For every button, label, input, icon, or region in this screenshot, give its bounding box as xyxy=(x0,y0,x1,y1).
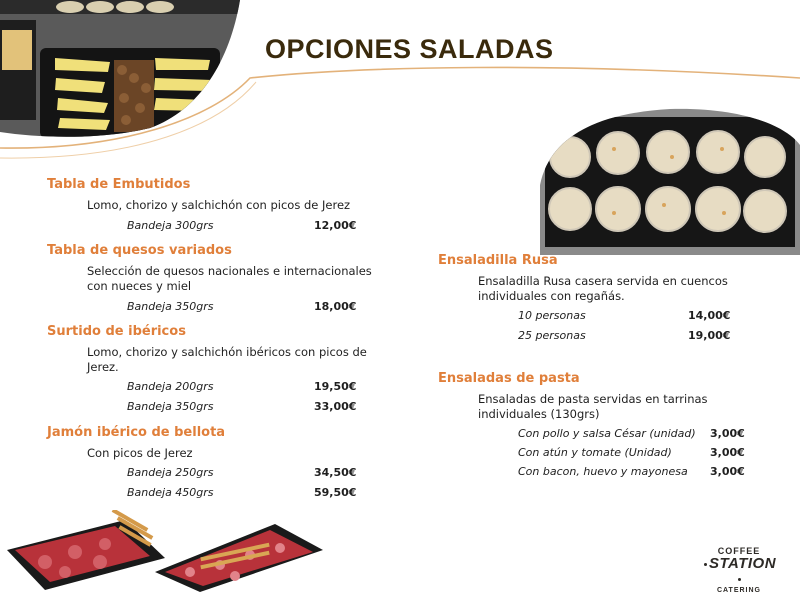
logo-line-station xyxy=(700,556,778,586)
section-description: Ensaladas de pasta servidas en tarrinas individuales (130grs) xyxy=(478,392,708,421)
price-label: Con bacon, huevo y mayonesa xyxy=(518,465,688,478)
section-heading: Jamón ibérico de bellota xyxy=(47,425,226,440)
price-row xyxy=(438,446,783,465)
section-ensaladilla-rusa xyxy=(438,253,778,349)
ensaladilla-cups-photo xyxy=(540,105,800,255)
page-title: OPCIONES SALADAS xyxy=(265,34,554,64)
price-row xyxy=(47,466,377,486)
price-row xyxy=(47,300,377,320)
price-value: 14,00€ xyxy=(688,309,731,322)
section-description: Con picos de Jerez xyxy=(87,446,193,460)
dot-icon xyxy=(704,563,707,566)
price-row xyxy=(438,427,783,446)
price-value: 19,50€ xyxy=(314,380,357,393)
section-description: Lomo, chorizo y salchichón con picos de Jerez xyxy=(87,198,351,212)
price-row xyxy=(47,219,377,239)
price-row xyxy=(438,329,778,349)
price-label: Bandeja 450grs xyxy=(127,486,214,499)
price-value: 12,00€ xyxy=(314,219,357,232)
logo-line-coffee: COFFEE xyxy=(717,546,761,556)
logo-station-text: STATION xyxy=(708,555,777,572)
price-value: 33,00€ xyxy=(314,400,357,413)
jamon-trays-photo xyxy=(5,510,325,595)
price-value: 59,50€ xyxy=(314,486,357,499)
price-label: Bandeja 300grs xyxy=(127,219,214,232)
price-row xyxy=(47,486,377,506)
section-heading: Ensaladas de pasta xyxy=(438,371,580,386)
price-label: 25 personas xyxy=(518,329,586,342)
price-value: 3,00€ xyxy=(710,446,745,459)
section-heading: Surtido de ibéricos xyxy=(47,324,186,339)
dot-icon xyxy=(738,578,741,581)
price-value: 34,50€ xyxy=(314,466,357,479)
price-label: 10 personas xyxy=(518,309,586,322)
price-label: Bandeja 200grs xyxy=(127,380,214,393)
section-description: Selección de quesos nacionales e internacionales con nueces y miel xyxy=(87,264,372,293)
coffee-station-logo xyxy=(700,546,778,595)
section-heading: Ensaladilla Rusa xyxy=(438,253,558,268)
price-row xyxy=(438,309,778,329)
price-value: 18,00€ xyxy=(314,300,357,313)
section-description: Lomo, chorizo y salchichón ibéricos con picos de Jerez. xyxy=(87,345,367,374)
price-label: Bandeja 350grs xyxy=(127,300,214,313)
section-heading: Tabla de Embutidos xyxy=(47,177,191,192)
section-jamon-iberico xyxy=(47,425,377,506)
section-description: Ensaladilla Rusa casera servida en cuencos individuales con regañás. xyxy=(478,274,728,303)
section-tabla-embutidos xyxy=(47,177,377,239)
price-row xyxy=(47,380,377,400)
price-label: Con atún y tomate (Unidad) xyxy=(518,446,672,459)
price-row xyxy=(47,400,377,420)
section-heading: Tabla de quesos variados xyxy=(47,243,232,258)
section-ensaladas-pasta xyxy=(438,371,783,484)
section-surtido-ibericos xyxy=(47,324,377,420)
price-value: 3,00€ xyxy=(710,427,745,440)
price-value: 19,00€ xyxy=(688,329,731,342)
price-row xyxy=(438,465,783,484)
price-label: Con pollo y salsa César (unidad) xyxy=(518,427,696,440)
section-tabla-quesos xyxy=(47,243,377,320)
price-label: Bandeja 350grs xyxy=(127,400,214,413)
price-label: Bandeja 250grs xyxy=(127,466,214,479)
price-value: 3,00€ xyxy=(710,465,745,478)
logo-line-catering: CATERING xyxy=(716,587,762,594)
cheese-board-photo xyxy=(0,0,240,140)
